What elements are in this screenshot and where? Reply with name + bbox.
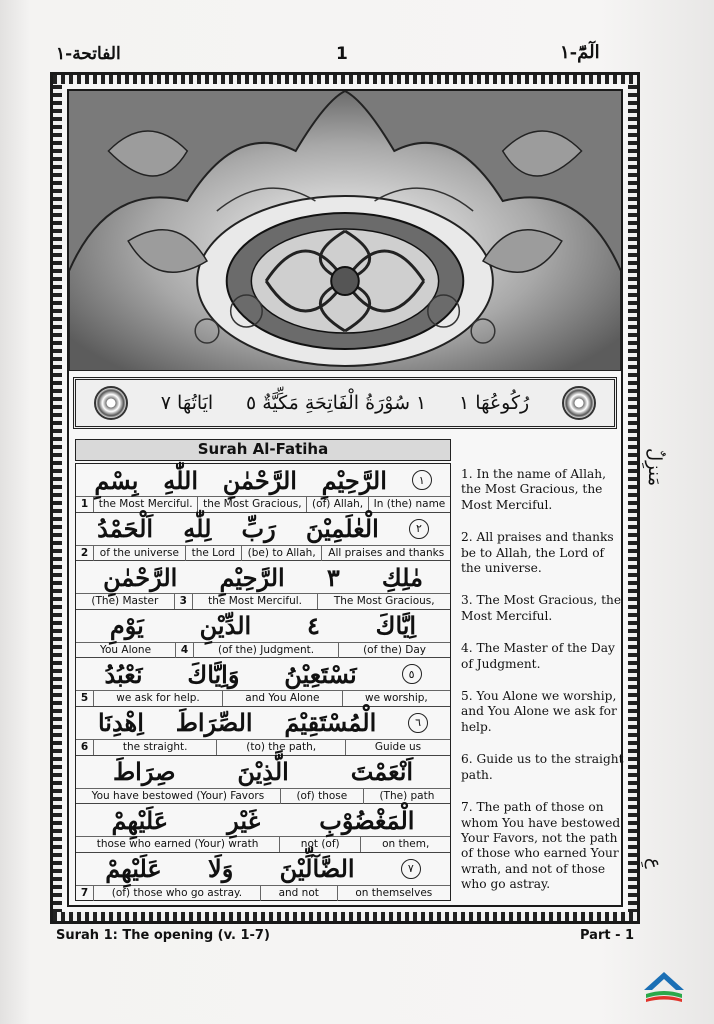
- verse-number: 2: [76, 546, 94, 561]
- translation-paragraph: [461, 800, 627, 892]
- translation-number: 4.: [461, 641, 473, 656]
- ruku-margin-mark: عِ: [644, 858, 665, 869]
- ornamental-banner: [69, 91, 621, 371]
- gloss-cell: of the universe: [94, 546, 186, 561]
- gloss-cell: the Most Merciful.: [94, 497, 198, 512]
- gloss-row: [76, 739, 450, 755]
- gloss-cell: not (of): [280, 837, 361, 852]
- arabic-word: اللّٰهِ: [163, 465, 198, 495]
- gloss-cell: and not: [261, 886, 338, 901]
- gloss-cell: You Alone: [76, 643, 176, 658]
- page-frame: [50, 72, 640, 924]
- arabic-word: الْمَغْضُوْبِ: [319, 805, 415, 835]
- ayah-block: [76, 610, 450, 659]
- ayah-block: [76, 804, 450, 853]
- page-number: 1: [336, 44, 348, 64]
- arabic-word: بِسْمِ: [94, 465, 139, 495]
- verse-number: 3: [175, 594, 193, 609]
- arabic-word: الرَّحِيْمِ: [219, 562, 285, 592]
- gloss-cell: (of the) Day: [363, 643, 427, 656]
- ayah-block: [76, 561, 450, 610]
- gloss-row: [76, 496, 450, 512]
- translation-text: The path of those on whom You have bestowed Your Favors, not the path of those who earned Your wrath, and not of those who go astray.: [461, 800, 621, 892]
- arabic-word: مٰلِكِ: [381, 562, 423, 592]
- gloss-cell: You have bestowed (Your) Favors: [76, 789, 281, 804]
- ayah-block: [76, 513, 450, 562]
- translation-number: 1.: [461, 467, 473, 481]
- ayah-end-marker: ٢: [409, 519, 429, 539]
- arabic-row: [76, 658, 450, 690]
- arabic-row: [76, 707, 450, 739]
- gloss-cell: The Most Gracious,: [333, 595, 435, 608]
- gloss-cell: All praises and thanks: [328, 546, 445, 559]
- translation-text: In the name of Allah, the Most Gracious, the Most Merciful.: [461, 467, 606, 512]
- translation-paragraph: [461, 689, 627, 735]
- ruku-count: رُكُوعُهَا ١: [459, 392, 530, 414]
- arabic-word: وَاِيَّاكَ: [187, 659, 240, 689]
- ayah-end-marker: ٧: [401, 859, 421, 879]
- gloss-cell: we ask for help.: [94, 691, 223, 706]
- arabic-word: الرَّحْمٰنِ: [103, 562, 178, 592]
- arabic-word: ٣: [326, 562, 340, 592]
- gloss-row: [76, 788, 450, 804]
- verse-number: 7: [76, 886, 94, 901]
- frame-inner: [67, 89, 623, 907]
- ayah-block: [76, 464, 450, 513]
- arabic-word: الرَّحِيْمِ: [321, 465, 387, 495]
- ayah-block: [76, 756, 450, 805]
- verse-number: 1: [76, 497, 94, 512]
- arabic-word: وَلَا: [208, 854, 234, 884]
- translation-text: The Most Gracious, the Most Merciful.: [461, 593, 622, 623]
- footer-surah-info: Surah 1: The opening (v. 1-7): [56, 928, 270, 943]
- gloss-cell: on them,: [382, 838, 430, 851]
- arabic-row: [76, 561, 450, 593]
- gloss-cell: and You Alone: [223, 691, 343, 706]
- arabic-word: غَيْرِ: [227, 805, 261, 835]
- arabic-word: لِلّٰهِ: [183, 514, 212, 544]
- gloss-row: [76, 885, 450, 901]
- rosette-ornament-left: [94, 386, 128, 420]
- arabic-row: [76, 513, 450, 545]
- arabic-row: [76, 610, 450, 642]
- arabic-word: الْمُسْتَقِيْمَ: [284, 708, 377, 738]
- translation-column: [461, 467, 627, 897]
- ayah-block: [76, 658, 450, 707]
- gloss-cell: we worship,: [364, 692, 428, 705]
- word-by-word-table: [75, 463, 451, 901]
- arabic-word: رَبِّ: [241, 514, 276, 544]
- translation-text: You Alone we worship, and You Alone we ask for help.: [461, 689, 617, 734]
- arabic-row: [76, 756, 450, 788]
- arabesque-illustration: [69, 91, 621, 371]
- gloss-row: [76, 593, 450, 609]
- translation-number: 2.: [461, 530, 473, 545]
- translation-number: 5.: [461, 689, 473, 704]
- arabic-row: [76, 853, 450, 885]
- header-part-right: الٓمّٓ-١: [560, 42, 600, 63]
- arabic-word: الصِّرَاطَ: [175, 708, 253, 738]
- gloss-cell: In (the) name: [373, 498, 446, 510]
- arabic-word: صِرَاطَ: [112, 757, 176, 787]
- translation-paragraph: [461, 467, 627, 513]
- gloss-cell: those who earned (Your) wrath: [76, 837, 280, 852]
- arabic-word: الَّذِيْنَ: [237, 757, 289, 787]
- arabic-word: الْعٰلَمِيْنَ: [305, 514, 379, 544]
- gloss-cell: (be) to Allah,: [242, 546, 323, 561]
- verse-number: 6: [76, 740, 94, 755]
- translation-paragraph: [461, 752, 627, 783]
- ayah-end-marker: ٥: [402, 664, 422, 684]
- arabic-word: اَلْحَمْدُ: [97, 514, 154, 544]
- arabic-word: ٤: [306, 611, 320, 641]
- ayah-count: ايَاتُهَا ٧: [160, 392, 214, 414]
- gloss-row: [76, 690, 450, 706]
- gloss-cell: the Lord: [186, 546, 242, 561]
- gloss-cell: (of the) Judgment.: [194, 643, 339, 658]
- gloss-cell: (to) the path,: [217, 740, 346, 755]
- arabic-word: اَنْعَمْتَ: [350, 757, 414, 787]
- gloss-cell: (The) path: [379, 789, 435, 802]
- gloss-cell: the Most Gracious,: [198, 497, 307, 512]
- manzil-margin-mark: مَنزِلٌ: [644, 448, 665, 487]
- arabic-word: اِيَّاكَ: [375, 611, 417, 641]
- gloss-cell: (The) Master: [76, 594, 175, 609]
- arabic-word: عَلَيْهِمْ: [111, 805, 169, 835]
- header-surah-left: الفاتحة-١: [56, 44, 121, 64]
- translation-text: The Master of the Day of Judgment.: [461, 641, 615, 671]
- surah-heading-arabic: ١ سُوْرَةُ الْفَاتِحَةِ مَكِّيَّةٌ ٥: [245, 392, 427, 414]
- translation-paragraph: [461, 641, 627, 672]
- gloss-cell: the straight.: [94, 740, 217, 755]
- gloss-row: [76, 545, 450, 561]
- gloss-cell: the Most Merciful.: [193, 594, 319, 609]
- translation-paragraph: [461, 593, 627, 624]
- ayah-block: [76, 853, 450, 902]
- translation-paragraph: [461, 530, 627, 576]
- translation-number: 6.: [461, 752, 473, 767]
- arabic-word: الرَّحْمٰنِ: [222, 465, 297, 495]
- arabic-word: يَوْمِ: [109, 611, 144, 641]
- ayah-end-marker: ١: [412, 470, 432, 490]
- gloss-row: [76, 836, 450, 852]
- verse-number: 5: [76, 691, 94, 706]
- arabic-word: الضَّآلِّيْنَ: [279, 854, 355, 884]
- verse-number: 4: [176, 643, 194, 658]
- gloss-cell: (of) Allah,: [307, 497, 369, 512]
- translation-number: 3.: [461, 593, 473, 608]
- gloss-cell: (of) those who go astray.: [94, 886, 261, 901]
- arabic-word: نَعْبُدُ: [104, 659, 143, 689]
- translation-number: 7.: [461, 800, 473, 815]
- show-through-text: [640, 60, 710, 960]
- arabic-row: [76, 804, 450, 836]
- arabic-word: اِهْدِنَا: [97, 708, 144, 738]
- gloss-cell: on themselves: [355, 886, 433, 899]
- surah-name-english: Surah Al-Fatiha: [75, 439, 451, 461]
- translation-text: Guide us to the straight path.: [461, 752, 624, 782]
- gloss-cell: Guide us: [374, 740, 422, 753]
- translation-text: All praises and thanks be to Allah, the Lord of the universe.: [461, 530, 614, 576]
- gloss-row: [76, 642, 450, 658]
- arabic-word: عَلَيْهِمْ: [105, 854, 162, 884]
- publisher-logo-icon: [640, 970, 688, 1004]
- arabic-row: [76, 464, 450, 496]
- arabic-word: نَسْتَعِيْنُ: [284, 659, 357, 689]
- surah-title-bar: [73, 377, 617, 429]
- rosette-ornament-right: [562, 386, 596, 420]
- arabic-word: الدِّيْنِ: [199, 611, 252, 641]
- gloss-cell: (of) those: [281, 789, 364, 804]
- ayah-end-marker: ٦: [408, 713, 428, 733]
- ayah-block: [76, 707, 450, 756]
- footer-part: Part - 1: [580, 928, 635, 943]
